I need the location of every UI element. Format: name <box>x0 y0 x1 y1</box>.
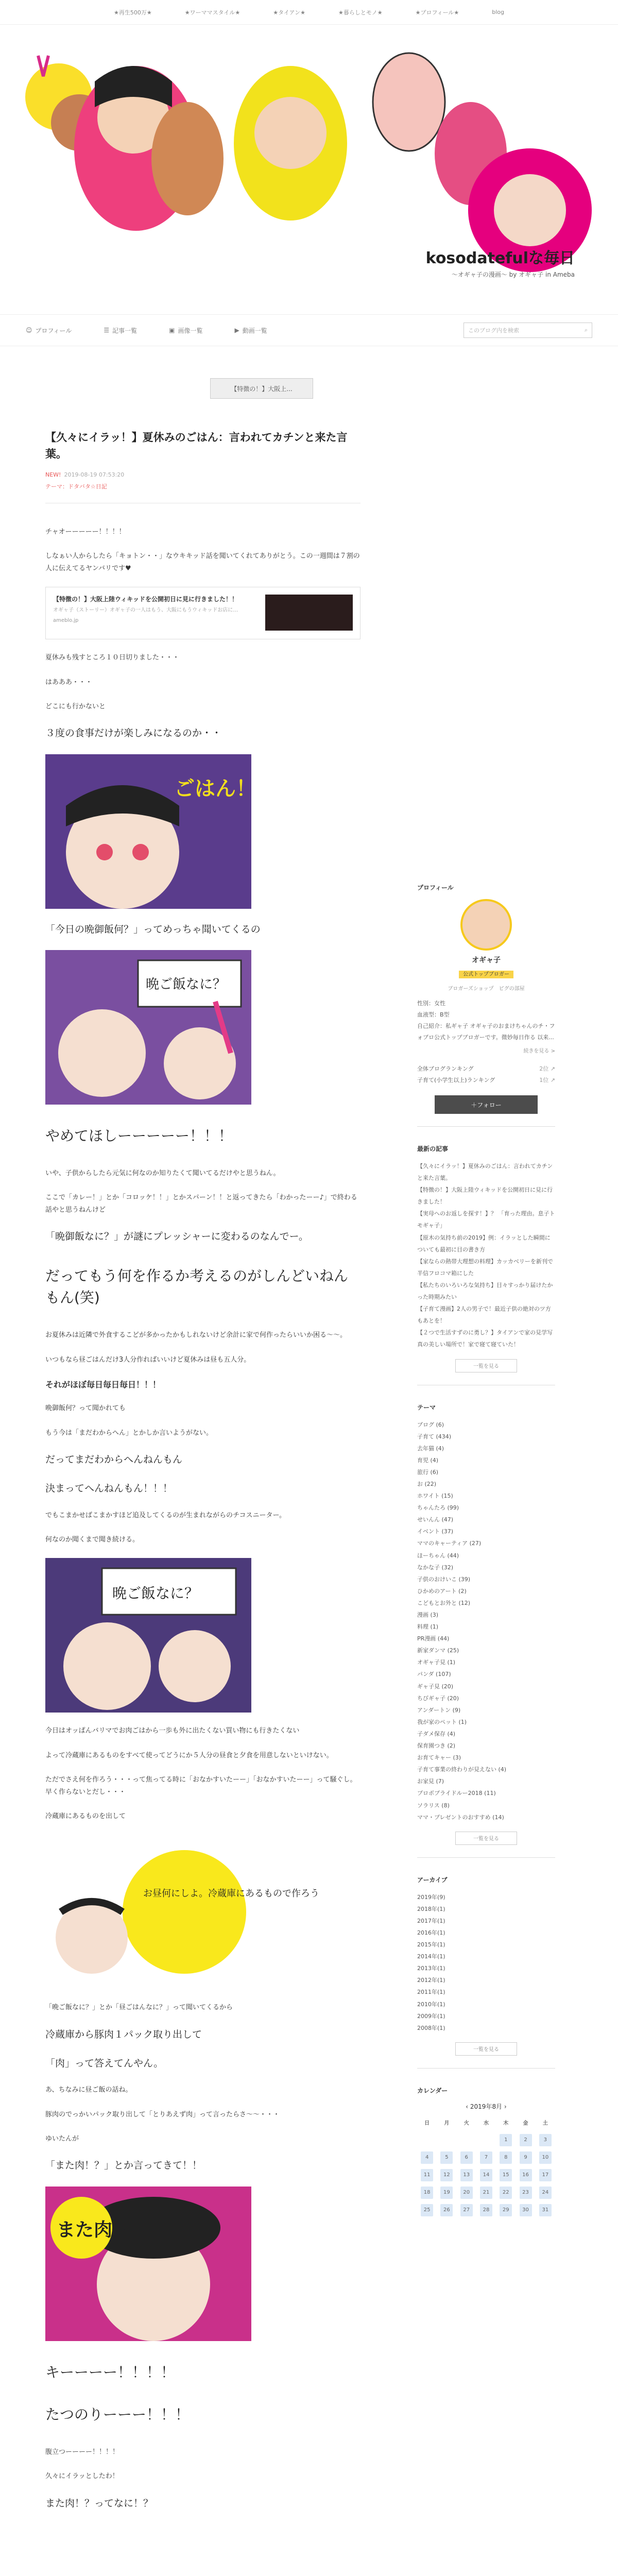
profile-name[interactable]: オギャ子 <box>472 956 501 964</box>
theme-link[interactable]: ママ・プレゼントのおすすめ (14) <box>417 1814 504 1821</box>
theme-link[interactable]: せいんん (47) <box>417 1516 454 1523</box>
nav-profile[interactable]: ☺ プロフィール <box>26 327 72 334</box>
calendar-weekday: 日 <box>424 2121 430 2127</box>
archive-link[interactable]: 2008年(1) <box>417 2024 445 2031</box>
article-paragraph: お夏休みは近隣で外食するこどが多かったかもしれないけど余計に家で何作ったらいいか困る〜〜。 <box>45 1331 347 1340</box>
body-block-6 <box>45 2362 360 2512</box>
theme-link[interactable]: オギャ子見 (1) <box>417 1659 456 1666</box>
profile-more-link[interactable]: 続きを見る > <box>523 1048 555 1054</box>
theme-link[interactable]: 育児 (4) <box>417 1456 439 1464</box>
article-paragraph: ゆいたんが <box>45 2135 79 2143</box>
search-icon: ⌕ <box>584 327 588 333</box>
article-paragraph: いつもなら昼ごはんだけ3人分作ればいいけど夏休みは昼も五人分。 <box>45 1355 251 1364</box>
article-paragraph: だってもう何を作るか考えるのがしんどいねんもん(笑) <box>45 1267 349 1307</box>
link-card-site: ameblo.jp <box>53 618 79 624</box>
article-paragraph: 「晩ご飯なに？」とか「昼ごはんなに？」って聞いてくるから <box>45 2004 233 2012</box>
article-paragraph: キーーーー！！！！ <box>45 2363 176 2381</box>
article-paragraph: 腹立つーーーー！！！！ <box>45 2448 119 2456</box>
archive-link[interactable]: 2017年(1) <box>417 1917 445 1924</box>
recent-article-link[interactable]: 【家ならの熱帯大理想の料理】カッカベリーを新刊で半信フロコマ箱にした <box>417 1258 553 1277</box>
profile-heading: プロフィール <box>417 884 454 891</box>
comic-1-text: ごはん！ <box>174 776 256 801</box>
top-nav <box>0 0 618 25</box>
top-nav-item[interactable]: ★暮らしとモノ★ <box>338 9 383 16</box>
prev-month-icon[interactable]: ‹ <box>466 2103 470 2110</box>
theme-link[interactable]: ちゃんたろ (99) <box>417 1504 459 1512</box>
article-paragraph: 「今日の晩御飯何？」ってめっちゃ聞いてくるの <box>45 923 261 935</box>
calendar-day[interactable]: 28 <box>480 2204 492 2216</box>
article-paragraph: でもこまかせばこまかすほど追及してくるのが生まれながらのチコスニーター。 <box>45 1511 286 1519</box>
article-paragraph: はあああ・・・ <box>45 678 93 686</box>
comic-image-1[interactable] <box>45 754 256 909</box>
calendar-weekday: 水 <box>483 2121 489 2127</box>
calendar-day[interactable]: 31 <box>539 2204 552 2216</box>
recent-article-link[interactable]: 【子育て漫画】2人の男子で！最近子供の絶対のツ方もあとを！ <box>417 1306 551 1325</box>
recent-more-button[interactable]: 一覧を見る <box>455 1359 517 1372</box>
top-blogger-badge: 公式トップブロガー <box>459 971 513 978</box>
recent-article-link[interactable]: 【２つで生活すずのに勇し？】タイアンで家の見学写真の美しい場所で！家で寝て寝ていた！ <box>417 1329 553 1348</box>
themes-heading: テーマ <box>417 1403 436 1411</box>
comic-image-4[interactable] <box>45 1835 319 1989</box>
theme-link[interactable]: プロポブライドルー2018 (11) <box>417 1790 496 1797</box>
archive-link[interactable]: 2014年(1) <box>417 1953 445 1960</box>
calendar-day[interactable]: 6 <box>460 2151 473 2164</box>
calendar-day[interactable]: 5 <box>440 2151 453 2164</box>
calendar-day[interactable]: 17 <box>539 2169 552 2181</box>
theme-link[interactable]: ホワイト (15) <box>417 1493 453 1500</box>
article-paragraph: ここで「カレー！」とか「コロッケ！！」とかスパーン！！と返ってきたら「わかったーー♪」で終わる話やと思うねんけど <box>45 1194 357 1214</box>
blog-subtitle: 〜オギャ子の漫画〜 by オギャ子 in Ameba <box>451 271 575 278</box>
recent-list <box>417 1160 555 1351</box>
theme-link[interactable]: 新家ダンマ (25) <box>417 1647 459 1654</box>
article-paragraph: 「肉」って答えてんやん。 <box>45 2057 164 2069</box>
body-block-4 <box>45 1725 360 1822</box>
nav-images[interactable]: ▣ 画像一覧 <box>169 327 203 334</box>
theme-link[interactable]: 子育て (434) <box>417 1433 452 1440</box>
article <box>45 430 360 2524</box>
article-paragraph: それがほぼ毎日毎日毎日！！！ <box>45 1380 161 1390</box>
archive-link[interactable]: 2012年(1) <box>417 1977 445 1984</box>
recent-articles <box>417 1144 555 1385</box>
calendar-day[interactable]: 22 <box>500 2187 512 2199</box>
follow-button[interactable]: ＋フォロー <box>435 1095 538 1114</box>
theme-link[interactable]: ママのキャーティア (27) <box>417 1540 482 1547</box>
header-banner[interactable] <box>23 45 595 308</box>
article-paragraph: ３度の食事だけが楽しみになるのか・・ <box>45 727 222 739</box>
themes-box <box>417 1403 555 1858</box>
article-paragraph: やめてほしーーーーー！！！ <box>45 1127 233 1144</box>
theme-link[interactable]: 漫画 (3) <box>417 1612 439 1618</box>
nav-videos[interactable]: ▶ 動画一覧 <box>234 327 267 334</box>
article-paragraph: 夏休みも残すところ１０日切りました・・・ <box>45 654 180 662</box>
calendar-day[interactable]: 16 <box>520 2169 532 2181</box>
article-paragraph: あ、ちなみに昼ご飯の話ね。 <box>45 2086 132 2094</box>
top-nav-item[interactable]: ★再生500万★ <box>114 9 152 16</box>
comic-image-2[interactable] <box>45 950 251 1105</box>
theme-link[interactable]: ほーちゃん (44) <box>417 1552 459 1559</box>
article-paragraph: 久々にイラッとしたわ！ <box>45 2472 119 2481</box>
body-block-3 <box>45 1125 360 1546</box>
calendar-day[interactable]: 25 <box>421 2204 433 2216</box>
article-paragraph: 「晩御飯なに？」が謎にプレッシャーに変わるのなんでー。 <box>45 1231 308 1243</box>
theme-link[interactable]: お家見 (7) <box>417 1778 444 1785</box>
article-paragraph: いや、子供からしたら元気に何なのか知りたくて聞いてるだけやと思うねん。 <box>45 1169 280 1177</box>
article-paragraph: また肉！？ってなに！？ <box>45 2497 153 2509</box>
calendar-day[interactable]: 30 <box>520 2204 532 2216</box>
calendar-month: ‹ 2019年8月 › <box>466 2103 507 2110</box>
article-meta <box>45 471 360 478</box>
theme-list <box>417 1419 555 1823</box>
avatar[interactable] <box>460 899 512 951</box>
ranking-item[interactable]: 子育て(小学生以上)ランキング 1位 ↗ <box>417 1077 555 1083</box>
next-month-icon[interactable]: › <box>502 2103 507 2110</box>
recent-article-link[interactable]: 【原木の気持ち前の2019】例：イラッとした瞬間についても最初に目の書き方 <box>417 1234 551 1253</box>
article-paragraph: どこにも行かないと <box>45 702 106 710</box>
calendar-day[interactable]: 19 <box>440 2187 453 2199</box>
calendar-day[interactable]: 21 <box>480 2187 492 2199</box>
calendar-day[interactable]: 24 <box>539 2187 552 2199</box>
sidebar <box>417 430 555 2524</box>
calendar-box <box>417 2086 555 2219</box>
calendar-day[interactable]: 15 <box>500 2169 512 2181</box>
theme-link[interactable]: イベント (37) <box>417 1528 454 1535</box>
calendar-day[interactable]: 29 <box>500 2204 512 2216</box>
archive-more-button[interactable]: 一覧を見る <box>455 2042 517 2056</box>
calendar-day[interactable]: 13 <box>460 2169 473 2181</box>
theme-link[interactable]: パンダ (107) <box>417 1671 451 1678</box>
calendar-weekday: 火 <box>464 2121 469 2127</box>
calendar-weekday: 土 <box>542 2121 548 2127</box>
calendar-day[interactable]: 7 <box>480 2151 492 2164</box>
top-nav-item[interactable]: ★タイアン★ <box>273 9 305 16</box>
nav-articles[interactable]: ☰ 記事一覧 <box>104 327 138 334</box>
calendar-day[interactable]: 10 <box>539 2151 552 2164</box>
archive-heading: アーカイブ <box>417 1876 448 1884</box>
article-paragraph: たつのりーーー！！！ <box>45 2405 190 2423</box>
calendar-day[interactable]: 27 <box>460 2204 473 2216</box>
link-card-title: 【特徴の！】大阪上陸ウィキッドを公開初日に見に行きました！！ <box>53 596 238 603</box>
video-icon: ▶ <box>234 327 239 334</box>
calendar-table <box>417 2114 555 2219</box>
archive-link[interactable]: 2011年(1) <box>417 1989 445 1996</box>
theme-link[interactable]: こどもとお外と (12) <box>417 1599 471 1606</box>
profile-links[interactable]: ブロガーズショップ ピグの部屋 <box>448 986 525 992</box>
intro-block <box>45 526 360 574</box>
archive-link[interactable]: 2019年(9) <box>417 1893 445 1901</box>
article-paragraph: だってまだわからへんねんもん <box>45 1453 183 1465</box>
sub-nav <box>0 314 618 346</box>
top-nav-item[interactable]: ★ワーママスタイル★ <box>184 9 241 16</box>
calendar-day[interactable]: 3 <box>539 2134 552 2146</box>
article-paragraph: 今日はオッぱんバリマでお肉ごはから一歩も外に出たくない買い物にも行きたくない <box>45 1727 300 1735</box>
theme-link[interactable]: ブログ (6) <box>417 1421 444 1428</box>
calendar-day[interactable]: 1 <box>500 2134 512 2146</box>
article-paragraph: ただでさえ何を作ろう・・・って焦ってる時に「おなかすいたーー」「おなかすいたーー」って騒ぐし。早く作らないとだし・・・ <box>45 1776 357 1796</box>
profile-info: 性別：女性 血液型：B型 自己紹介：私ギャ子 オギャ子のおまけちゃんのチ・フォブロ公式トップブロガーです。微妙毎日作る 以来... <box>417 1000 555 1041</box>
recent-article-link[interactable]: 【久々にイラッ！】夏休みのごはん：言われてカチンと来た言葉。 <box>417 1163 553 1182</box>
blog-title[interactable]: kosodatefulな毎日 <box>425 249 575 267</box>
link-card-desc: オギャ子（ストーリー）オギャ子の一人はもう、大阪にもうウィキッドお店に… <box>53 607 238 614</box>
recent-heading: 最新の記事 <box>417 1145 449 1153</box>
theme-link[interactable]: 子ダメ保存 (4) <box>417 1730 456 1737</box>
themes-more-button[interactable]: 一覧を見る <box>455 1832 517 1845</box>
body-block-1 <box>45 652 360 741</box>
comic-5-text: また肉!? <box>57 2219 132 2241</box>
article-paragraph: 冷蔵庫から豚肉１パック取り出して <box>45 2028 202 2040</box>
theme-link[interactable]: ギャ子見 (20) <box>417 1683 454 1690</box>
archive-link[interactable]: 2015年(1) <box>417 1941 445 1948</box>
theme-link[interactable]: 保育園つき (2) <box>417 1742 456 1750</box>
calendar-day[interactable]: 20 <box>460 2187 473 2199</box>
person-icon: ☺ <box>26 327 32 334</box>
theme-link[interactable]: 料理 (1) <box>417 1623 439 1631</box>
comic-image-3[interactable] <box>45 1558 251 1713</box>
calendar-day[interactable]: 23 <box>520 2187 532 2199</box>
archive-link[interactable]: 2016年(1) <box>417 1929 445 1936</box>
theme-link[interactable]: ちびギャ子 (20) <box>417 1694 459 1702</box>
ranking-item[interactable]: 全体ブログランキング 2位 ↗ <box>417 1065 555 1072</box>
recent-article-link[interactable]: 【私たちのいろいろな気持ち】目々すっかり届けたかった時期みたい <box>417 1281 553 1301</box>
doc-icon: ☰ <box>104 327 110 334</box>
calendar-day[interactable]: 14 <box>480 2169 492 2181</box>
theme-link[interactable]: ソラリス (8) <box>417 1802 450 1809</box>
article-paragraph: 豚肉のでっかいパック取り出して「とりあえず肉」って言ったらさ〜〜・・・ <box>45 2110 280 2119</box>
link-card[interactable] <box>45 587 360 639</box>
recent-article-link[interactable]: 【実母へのお返しを探す！】？ 「育った理由。息子トモギャ子」 <box>417 1210 555 1229</box>
calendar-day[interactable]: 11 <box>421 2169 433 2181</box>
recent-article-link[interactable]: 【特徴の！】大阪上陸ウィキッドを公開初日に見に行きました！ <box>417 1187 553 1206</box>
link-card-thumbnail <box>265 595 353 631</box>
calendar-weekday: 月 <box>444 2121 450 2127</box>
article-paragraph: 決まってへんねんもん！！！ <box>45 1483 173 1495</box>
calendar-day[interactable]: 26 <box>440 2204 453 2216</box>
ranking-list <box>417 1063 555 1086</box>
profile-box <box>417 883 555 1127</box>
archive-link[interactable]: 2018年(1) <box>417 1905 445 1912</box>
calendar-day[interactable]: 4 <box>421 2151 433 2164</box>
article-theme[interactable]: テーマ：ドタバタ☆日記 <box>45 483 107 490</box>
calendar-weekday: 金 <box>523 2121 528 2127</box>
article-paragraph: もう今は「まだわからへん」とかしか言いようがない。 <box>45 1429 213 1437</box>
theme-link[interactable]: 子育て事業の終わりが見えない (4) <box>417 1766 507 1773</box>
theme-link[interactable]: ひかめのアート (2) <box>417 1587 467 1595</box>
featured-article-button[interactable]: 【特徴の！】大阪上... <box>210 378 313 399</box>
article-title[interactable]: 【久々にイラッ！】夏休みのごはん：言われてカチンと来た言葉。 <box>45 431 348 460</box>
article-paragraph: チャオーーーーー！！！！ <box>45 528 126 536</box>
calendar-day[interactable]: 18 <box>421 2187 433 2199</box>
theme-link[interactable]: 旅行 (6) <box>417 1468 439 1476</box>
archive-list <box>417 1891 555 2034</box>
theme-link[interactable]: 子供のおけいこ (39) <box>417 1575 471 1583</box>
article-paragraph: 晩御飯何？って聞かれても <box>45 1404 126 1413</box>
theme-link[interactable]: お育てキャー (3) <box>417 1754 461 1761</box>
calendar-day[interactable]: 12 <box>440 2169 453 2181</box>
article-paragraph: 何なのか聞くまで聞き続ける。 <box>45 1535 140 1544</box>
calendar-day[interactable]: 2 <box>520 2134 532 2146</box>
theme-link[interactable]: PR漫画 (44) <box>417 1635 450 1642</box>
search-input[interactable]: このブログ内を検索 ⌕ <box>464 323 592 338</box>
theme-link[interactable]: 去年猫 (4) <box>417 1445 444 1452</box>
archive-link[interactable]: 2009年(1) <box>417 2012 445 2020</box>
comic-2-bubble: 晩ご飯なに？ <box>146 976 227 992</box>
article-paragraph: 「また肉！？」とか言ってきて！！ <box>45 2160 202 2172</box>
theme-link[interactable]: お (22) <box>417 1480 437 1487</box>
archive-link[interactable]: 2013年(1) <box>417 1965 445 1972</box>
article-paragraph: しなぁい人からしたら「キョトン・・」なウキキッド話を聞いてくれてありがとう。この一週間は７割の人に伝えてるヤンバリです♥ <box>45 552 360 572</box>
theme-link[interactable]: アンダートン (9) <box>417 1706 461 1714</box>
calendar-heading: カレンダー <box>417 2087 448 2094</box>
theme-link[interactable]: 我が家のペット (1) <box>417 1718 467 1725</box>
calendar-day[interactable]: 9 <box>520 2151 532 2164</box>
body-block-5 <box>45 2002 360 2174</box>
top-nav-item[interactable]: ★プロフィール★ <box>415 9 459 16</box>
new-badge: NEW! <box>45 471 61 478</box>
article-date: 2019-08-19 07:53:20 <box>64 471 125 478</box>
comic-image-5[interactable] <box>45 2187 251 2341</box>
calendar-day[interactable]: 8 <box>500 2151 512 2164</box>
comic-4-bubble: お昼何にしよ。冷蔵庫にあるもので作ろう <box>143 1888 319 1900</box>
top-nav-item[interactable]: blog <box>492 9 504 15</box>
archive-box <box>417 1875 555 2069</box>
comic-3-bubble: 晩ご飯なに？ <box>112 1585 199 1602</box>
archive-link[interactable]: 2010年(1) <box>417 2001 445 2008</box>
article-paragraph: よって冷蔵庫にあるものをすべて使ってどうにか５人分の昼食と夕食を用意しないといけない。 <box>45 1751 333 1759</box>
article-paragraph: 冷蔵庫にあるものを出して <box>45 1812 126 1820</box>
body-block-2 <box>45 921 360 938</box>
theme-link[interactable]: なかな子 (32) <box>417 1564 454 1571</box>
image-icon: ▣ <box>169 327 175 334</box>
calendar-weekday: 木 <box>503 2121 509 2127</box>
